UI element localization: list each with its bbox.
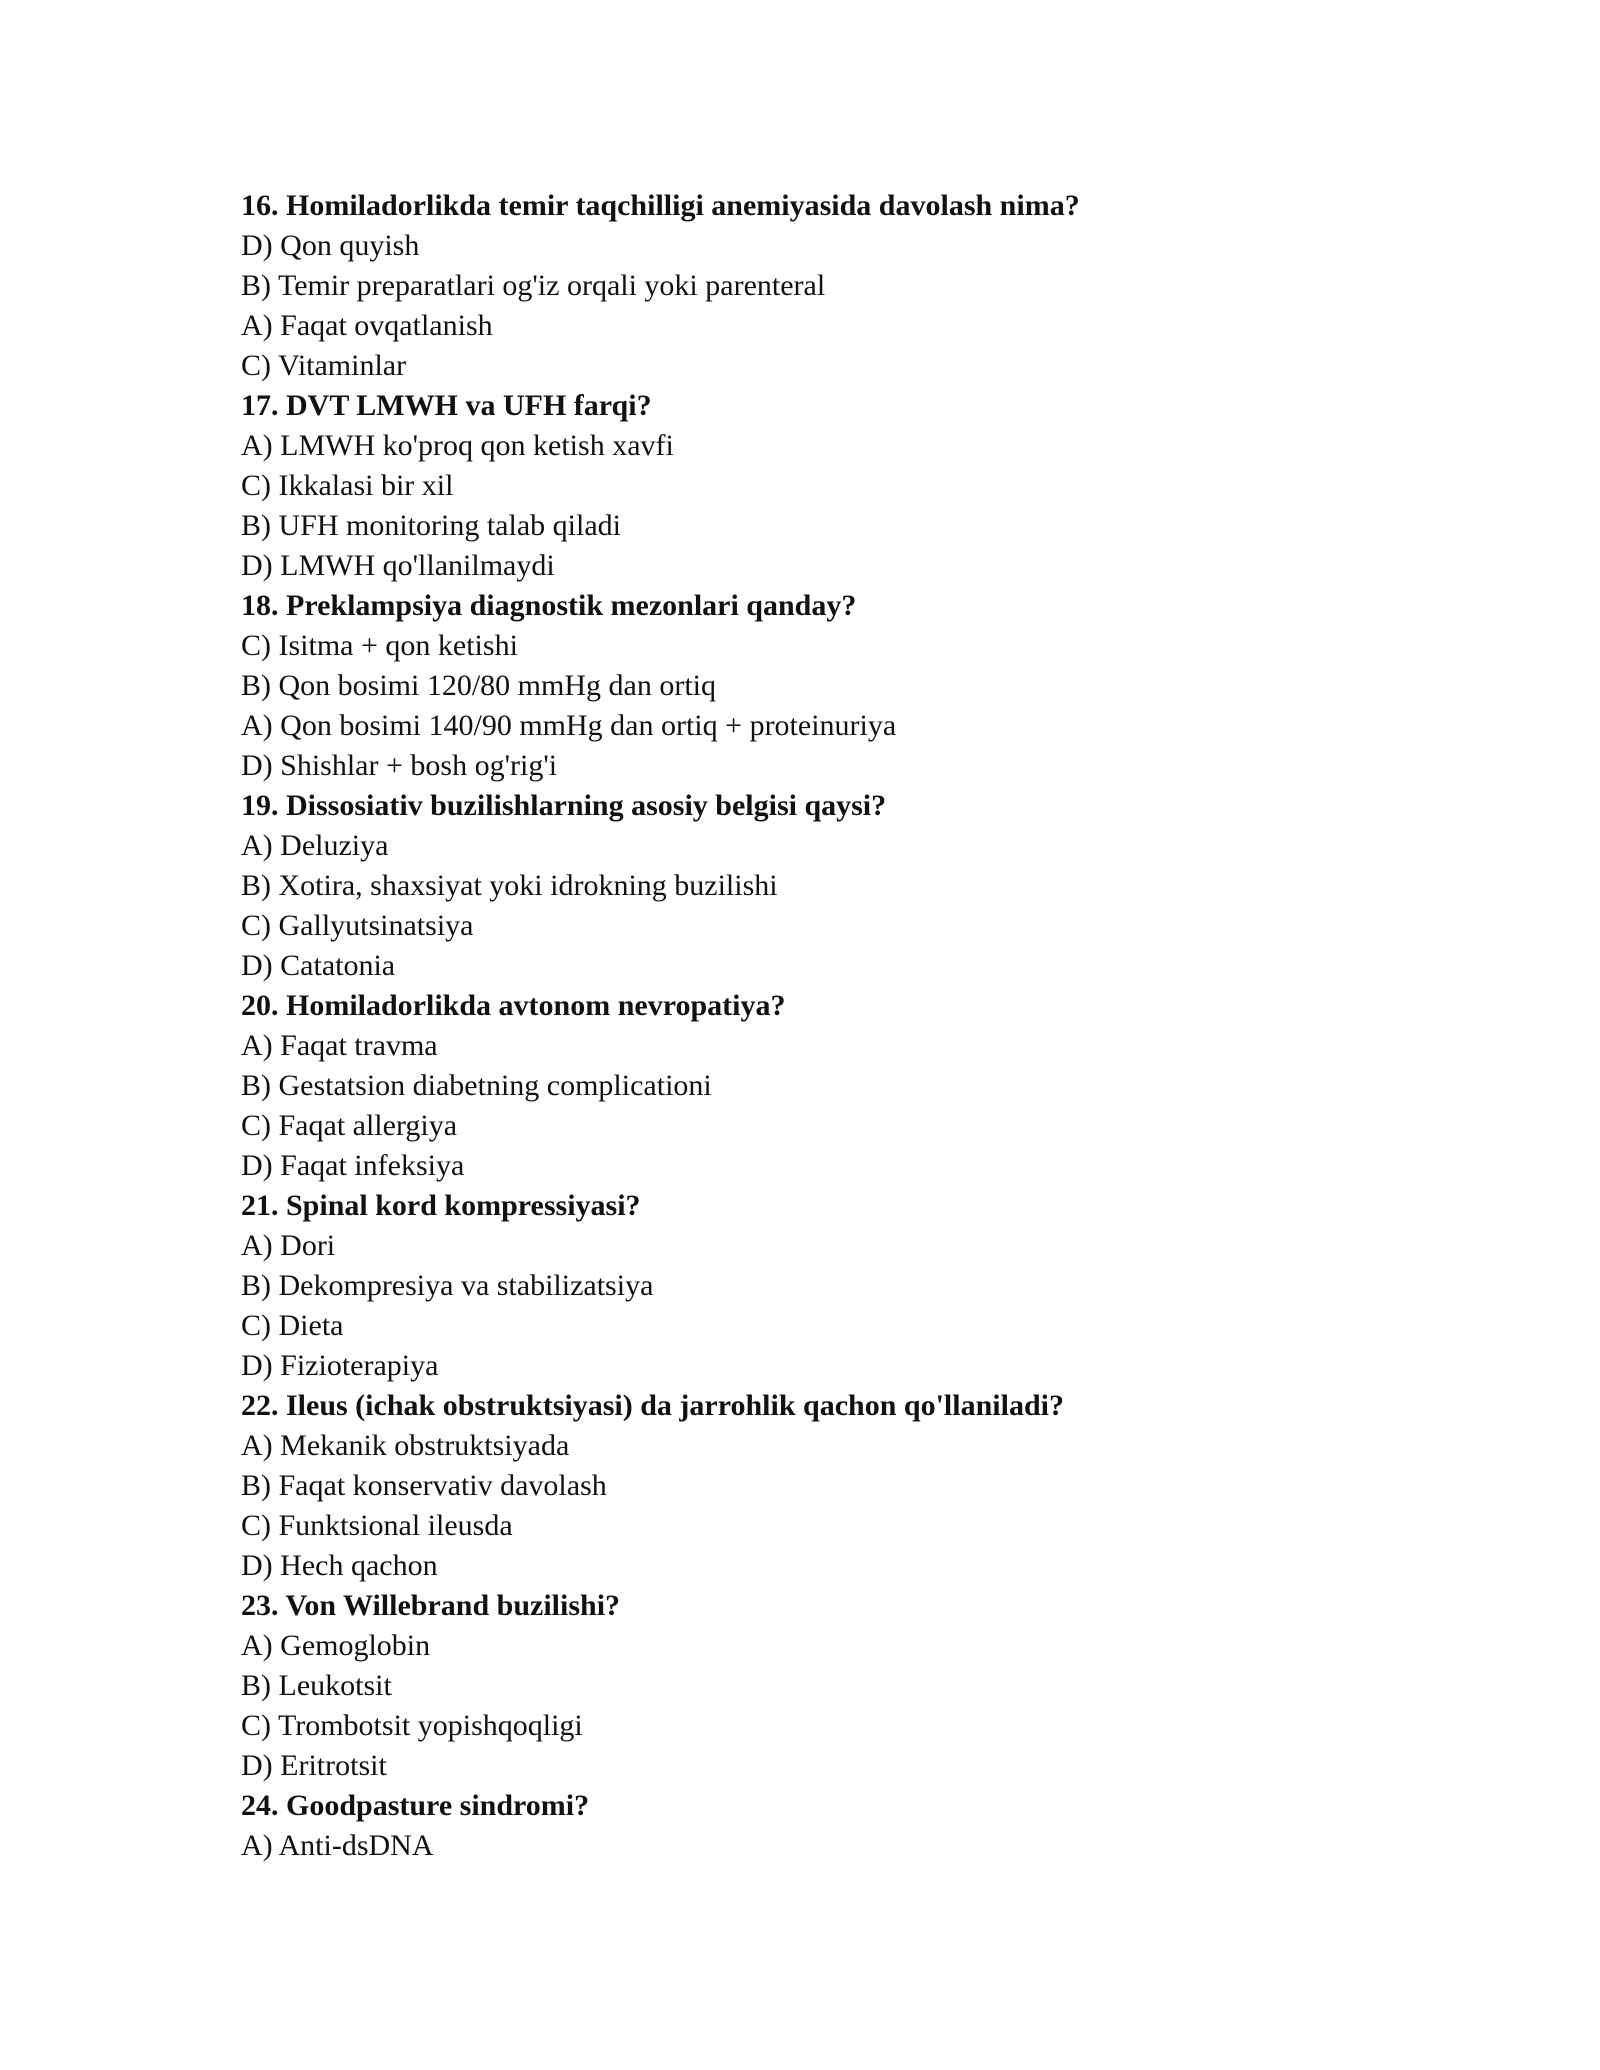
answer-option: A) Dori bbox=[241, 1229, 336, 1262]
answer-option: C) Funktsional ileusda bbox=[241, 1509, 513, 1542]
answer-option: D) Eritrotsit bbox=[241, 1749, 387, 1782]
answer-option: C) Isitma + qon ketishi bbox=[241, 629, 518, 662]
question-title: 21. Spinal kord kompressiyasi? bbox=[241, 1189, 641, 1222]
question-21 bbox=[241, 1186, 1441, 1386]
question-23 bbox=[241, 1586, 1441, 1786]
question-title: 23. Von Willebrand buzilishi? bbox=[241, 1589, 621, 1622]
answer-option: D) Hech qachon bbox=[241, 1549, 438, 1582]
answer-option: C) Trombotsit yopishqoqligi bbox=[241, 1709, 583, 1742]
answer-option: A) Faqat ovqatlanish bbox=[241, 309, 493, 342]
answer-option: D) Qon quyish bbox=[241, 229, 420, 262]
answer-option: B) Qon bosimi 120/80 mmHg dan ortiq bbox=[241, 669, 716, 702]
question-title: 22. Ileus (ichak obstruktsiyasi) da jarrohlik qachon qo'llaniladi? bbox=[241, 1389, 1064, 1422]
answer-option: A) Qon bosimi 140/90 mmHg dan ortiq + proteinuriya bbox=[241, 709, 897, 742]
question-22 bbox=[241, 1386, 1441, 1586]
question-title: 19. Dissosiativ buzilishlarning asosiy belgisi qaysi? bbox=[241, 789, 887, 822]
answer-option: A) Deluziya bbox=[241, 829, 389, 862]
answer-option: B) Xotira, shaxsiyat yoki idrokning buzilishi bbox=[241, 869, 778, 902]
question-title: 16. Homiladorlikda temir taqchilligi anemiyasida davolash nima? bbox=[241, 189, 1080, 222]
answer-option: D) Fizioterapiya bbox=[241, 1349, 439, 1382]
answer-option: A) Anti-dsDNA bbox=[241, 1829, 434, 1862]
answer-option: B) Dekompresiya va stabilizatsiya bbox=[241, 1269, 654, 1302]
answer-option: C) Gallyutsinatsiya bbox=[241, 909, 474, 942]
answer-option: B) Faqat konservativ davolash bbox=[241, 1469, 607, 1502]
question-16 bbox=[241, 186, 1441, 386]
answer-option: B) Temir preparatlari og'iz orqali yoki parenteral bbox=[241, 269, 826, 302]
question-17 bbox=[241, 386, 1441, 586]
question-18 bbox=[241, 586, 1441, 786]
question-19 bbox=[241, 786, 1441, 986]
answer-option: D) Faqat infeksiya bbox=[241, 1149, 465, 1182]
answer-option: A) Gemoglobin bbox=[241, 1629, 431, 1662]
answer-option: C) Dieta bbox=[241, 1309, 344, 1342]
answer-option: C) Ikkalasi bir xil bbox=[241, 469, 454, 502]
question-title: 20. Homiladorlikda avtonom nevropatiya? bbox=[241, 989, 786, 1022]
question-title: 18. Preklampsiya diagnostik mezonlari qanday? bbox=[241, 589, 857, 622]
question-list bbox=[241, 186, 1441, 1866]
answer-option: A) LMWH ko'proq qon ketish xavfi bbox=[241, 429, 674, 462]
answer-option: C) Faqat allergiya bbox=[241, 1109, 458, 1142]
answer-option: A) Mekanik obstruktsiyada bbox=[241, 1429, 570, 1462]
answer-option: C) Vitaminlar bbox=[241, 349, 407, 382]
question-title: 17. DVT LMWH va UFH farqi? bbox=[241, 389, 652, 422]
question-title: 24. Goodpasture sindromi? bbox=[241, 1789, 590, 1822]
answer-option: D) Shishlar + bosh og'rig'i bbox=[241, 749, 558, 782]
question-20 bbox=[241, 986, 1441, 1186]
answer-option: D) LMWH qo'llanilmaydi bbox=[241, 549, 555, 582]
answer-option: B) Gestatsion diabetning complicationi bbox=[241, 1069, 712, 1102]
answer-option: B) UFH monitoring talab qiladi bbox=[241, 509, 621, 542]
question-24 bbox=[241, 1786, 1441, 1866]
answer-option: B) Leukotsit bbox=[241, 1669, 392, 1702]
answer-option: A) Faqat travma bbox=[241, 1029, 438, 1062]
answer-option: D) Catatonia bbox=[241, 949, 396, 982]
